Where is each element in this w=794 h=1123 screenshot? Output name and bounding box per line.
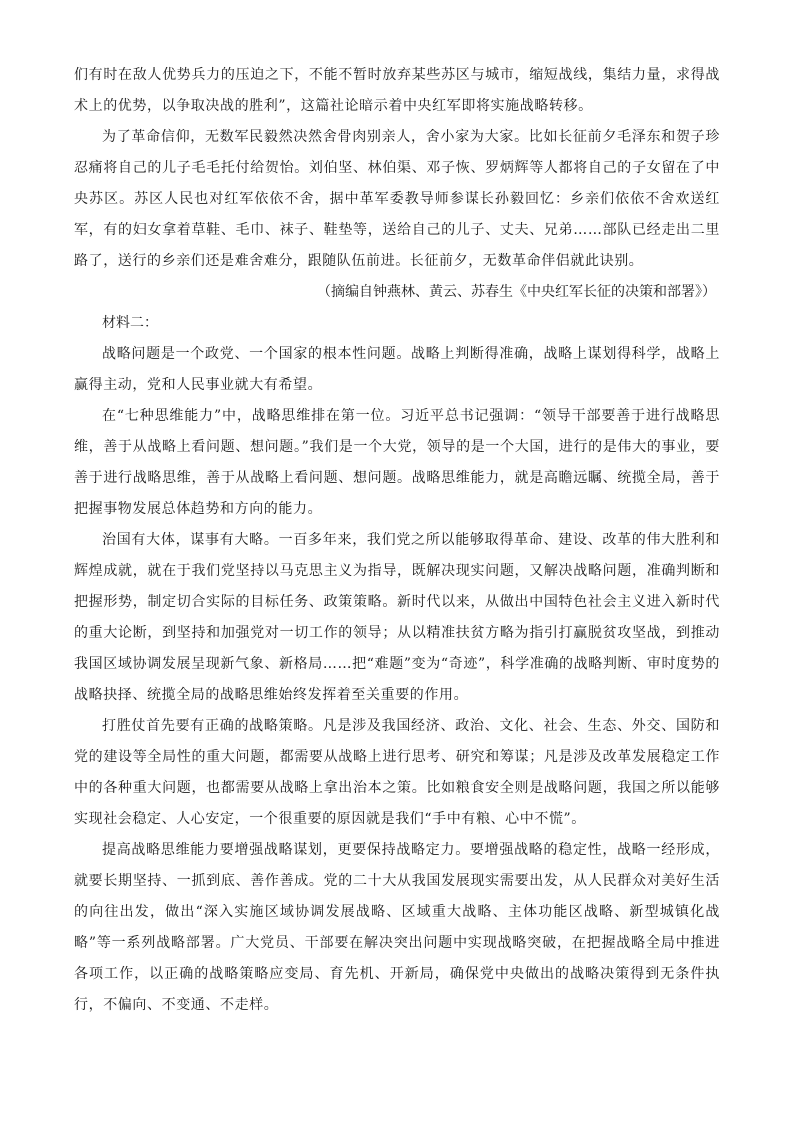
paragraph-2: 为了革命信仰，无数军民毅然决然舍骨肉别亲人，舍小家为大家。比如长征前夕毛泽东和贺子珍忍痛将自己的儿子毛毛托付给贺怡。刘伯坚、林伯渠、邓子恢、罗炳辉等人都将自己的子女留在了中央苏区。苏区人民也对红军依依不舍，据中革军委教导师参谋长孙毅回忆：乡亲们依依不舍欢送红军，有的妇女拿着草鞋、毛巾、袜子、鞋垫等，送给自己的儿子、丈夫、兄弟……部队已经走出二里路了，送行的乡亲们还是难舍难分，跟随队伍前进。长征前夕，无数革命伴侣就此诀别。 — [74, 129, 720, 269]
paragraph-5: 治国有大体，谋事有大略。一百多年来，我们党之所以能够取得革命、建设、改革的伟大胜利和辉煌成就，就在于我们党坚持以马克思主义为指导，既解决现实问题，又解决战略问题，准确判断和把握形势，制定切合实际的目标任务、政策策略。新时代以来，从做出中国特色社会主义进入新时代的重大论断，到坚持和加强党对一切工作的领导；从以精准扶贫方略为指引打赢脱贫攻坚战，到推动我国区域协调发展呈现新气象、新格局……把“难题”变为“奇迹”，科学准确的战略判断、审时度势的战略抉择、统揽全局的战略思维始终发挥着至关重要的作用。 — [74, 532, 720, 703]
material-heading: 材料二： — [102, 315, 158, 331]
paragraph-6: 打胜仗首先要有正确的战略策略。凡是涉及我国经济、政治、文化、社会、生态、外交、国防和党的建设等全局性的重大问题，都需要从战略上进行思考、研究和筹谋；凡是涉及改革发展稳定工作中的各种重大问题，也都需要从战略上拿出治本之策。比如粮食安全则是战略问题，我国之所以能够实现社会稳定、人心安定，一个很重要的原因就是我们“手中有粮、心中不慌”。 — [74, 718, 720, 827]
source-citation: （摘编自钟燕林、黄云、苏春生《中央红军长征的决策和部署》） — [317, 284, 716, 300]
paragraph-7: 提高战略思维能力要增强战略谋划，更要保持战略定力。要增强战略的稳定性，战略一经形成，就要长期坚持、一抓到底、善作善成。党的二十大从我国发展现实需要出发，从人民群众对美好生活的向往出发，做出“深入实施区域协调发展战略、区域重大战略、主体功能区战略、新型城镇化战略”等一系列战略部署。广大党员、干部要在解决突出问题中实现战略突破，在把握战略全局中推进各项工作，以正确的战略策略应变局、育先机、开新局，确保党中央做出的战略决策得到无条件执行，不偏向、不变通、不走样。 — [74, 842, 720, 1013]
paragraph-3: 战略问题是一个政党、一个国家的根本性问题。战略上判断得准确，战略上谋划得科学，战略上赢得主动，党和人民事业就大有希望。 — [74, 346, 720, 393]
paragraph-1: 们有时在敌人优势兵力的压迫之下，不能不暂时放弃某些苏区与城市，缩短战线，集结力量，求得战术上的优势，以争取决战的胜利”，这篇社论暗示着中央红军即将实施战略转移。 — [74, 67, 720, 114]
paragraph-4: 在“七种思维能力”中，战略思维排在第一位。习近平总书记强调：“领导干部要善于进行战略思维，善于从战略上看问题、想问题。”我们是一个大党，领导的是一个大国，进行的是伟大的事业，要善于进行战略思维，善于从战略上看问题、想问题。战略思维能力，就是高瞻远瞩、统揽全局，善于把握事物发展总体趋势和方向的能力。 — [74, 408, 720, 517]
document-page — [74, 60, 720, 1021]
